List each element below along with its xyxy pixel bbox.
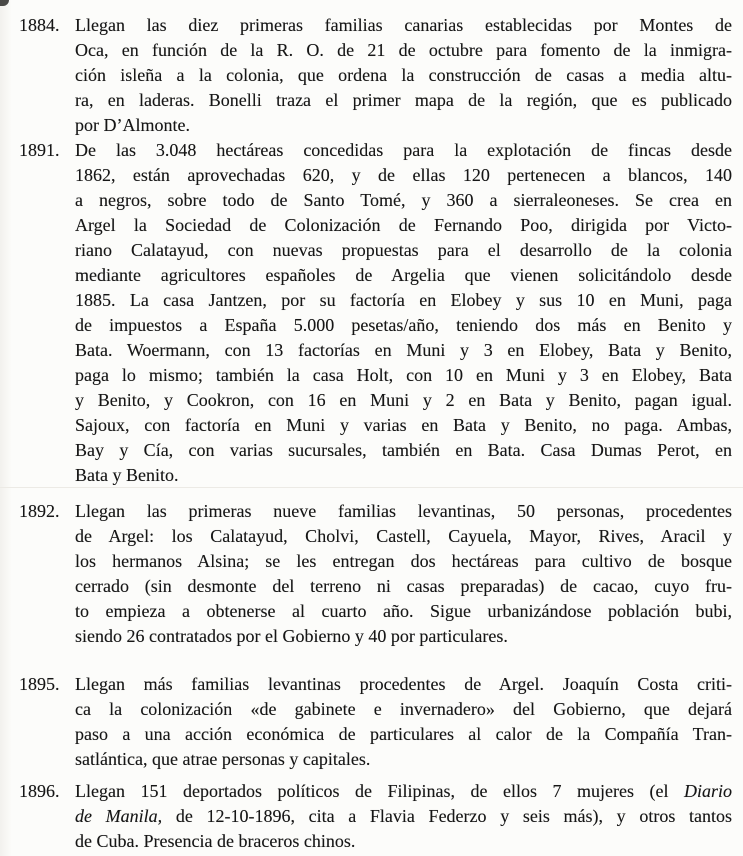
entry-text-line: riano Calatayud, con nuevas propuestas para el desarrollo de la colonia: [75, 240, 732, 260]
entry-text-line: a negros, sobre todo de Santo Tomé, y 360 a sierraleoneses. Se crea en: [75, 190, 732, 210]
entry-text: [75, 13, 732, 138]
entry-text-line: to empieza a obtenerse al cuarto año. Sigue urbanizándose población bubi,: [75, 601, 732, 621]
entry-text-line: de Argel: los Calatayud, Cholvi, Castell, Cayuela, Mayor, Rives, Aracil y: [75, 526, 732, 546]
entry-text-line: Llegan las diez primeras familias canarias establecidas por Montes de: [75, 15, 732, 35]
timeline-entry-1891: [0, 138, 732, 488]
entry-text-line: de Cuba. Presencia de braceros chinos.: [75, 831, 356, 851]
entry-year: 1884.: [19, 15, 60, 35]
entry-text-line: cerrado (sin desmonte del terreno ni casas preparadas) de cacao, cuyo fru-: [75, 576, 732, 596]
entry-text-line: 1885. La casa Jantzen, por su factoría en Elobey y sus 10 en Muni, paga: [75, 290, 732, 310]
entry-text-line: paga lo mismo; también la casa Holt, con 10 en Muni y 3 en Elobey, Bata: [75, 365, 732, 385]
entry-year: 1892.: [19, 501, 60, 521]
scan-artifact-corner: [0, 0, 9, 6]
entry-text-line: De las 3.048 hectáreas concedidas para la explotación de fincas desde: [75, 140, 732, 160]
entry-text-line: de Manila, de 12-10-1896, cita a Flavia Federzo y seis más), y otros tantos: [75, 806, 732, 826]
entry-text-line: Sajoux, con factoría en Muni y varias en Bata y Benito, no paga. Ambas,: [75, 415, 732, 435]
entry-text: [75, 138, 732, 488]
entry-year: 1891.: [19, 140, 60, 160]
entry-text-line: Oca, en función de la R. O. de 21 de octubre para fomento de la inmigra-: [75, 40, 732, 60]
entry-text-line: y Benito, y Cookron, con 16 en Muni y 2 en Bata y Benito, pagan igual.: [75, 390, 732, 410]
entry-text-line: ra, en laderas. Bonelli traza el primer mapa de la región, que es publicado: [75, 90, 732, 110]
timeline-entry-1884: [0, 13, 732, 138]
timeline-entry-1895: [0, 672, 732, 772]
timeline-entry-1892: [0, 499, 732, 649]
entry-text-line: ca la colonización «de gabinete e invernadero» del Gobierno, que dejará: [75, 699, 732, 719]
entry-text: [75, 672, 732, 772]
entry-year: 1896.: [19, 781, 60, 801]
entry-text-line: los hermanos Alsina; se les entregan dos hectáreas para cultivo de bosque: [75, 551, 732, 571]
entry-text: [75, 779, 732, 854]
entry-text-line: satlántica, que atrae personas y capitales.: [75, 749, 371, 769]
entry-text-line: Bata. Woermann, con 13 factorías en Muni y 3 en Elobey, Bata y Benito,: [75, 340, 732, 360]
entry-text: [75, 499, 732, 649]
entry-text-line: Bata y Benito.: [75, 465, 179, 485]
entry-text-line: ción isleña a la colonia, que ordena la construcción de casas a media altu-: [75, 65, 732, 85]
entry-text-line: 1862, están aprovechadas 620, y de ellas 120 pertenecen a blancos, 140: [75, 165, 732, 185]
entry-text-line: Bay y Cía, con varias sucursales, también en Bata. Casa Dumas Perot, en: [75, 440, 732, 460]
chronology-entries: [0, 13, 732, 854]
entry-text-line: Llegan las primeras nueve familias levantinas, 50 personas, procedentes: [75, 501, 732, 521]
entry-text-line: de impuestos a España 5.000 pesetas/año, teniendo dos más en Benito y: [75, 315, 732, 335]
entry-text-line: Argel la Sociedad de Colonización de Fernando Poo, dirigida por Victo-: [75, 215, 732, 235]
entry-year: 1895.: [19, 674, 60, 694]
entry-text-line: paso a una acción económica de particulares al calor de la Compañía Tran-: [75, 724, 732, 744]
scan-artifact-line: [0, 487, 743, 488]
entry-text-line: por D’Almonte.: [75, 115, 190, 135]
entry-text-line: mediante agricultores españoles de Argelia que vienen solicitándolo desde: [75, 265, 732, 285]
entry-text-line: Llegan 151 deportados políticos de Filipinas, de ellos 7 mujeres (el Diario: [75, 781, 732, 801]
entry-text-line: Llegan más familias levantinas procedentes de Argel. Joaquín Costa criti-: [75, 674, 732, 694]
timeline-entry-1896: [0, 779, 732, 854]
entry-text-line: siendo 26 contratados por el Gobierno y 40 por particulares.: [75, 626, 508, 646]
